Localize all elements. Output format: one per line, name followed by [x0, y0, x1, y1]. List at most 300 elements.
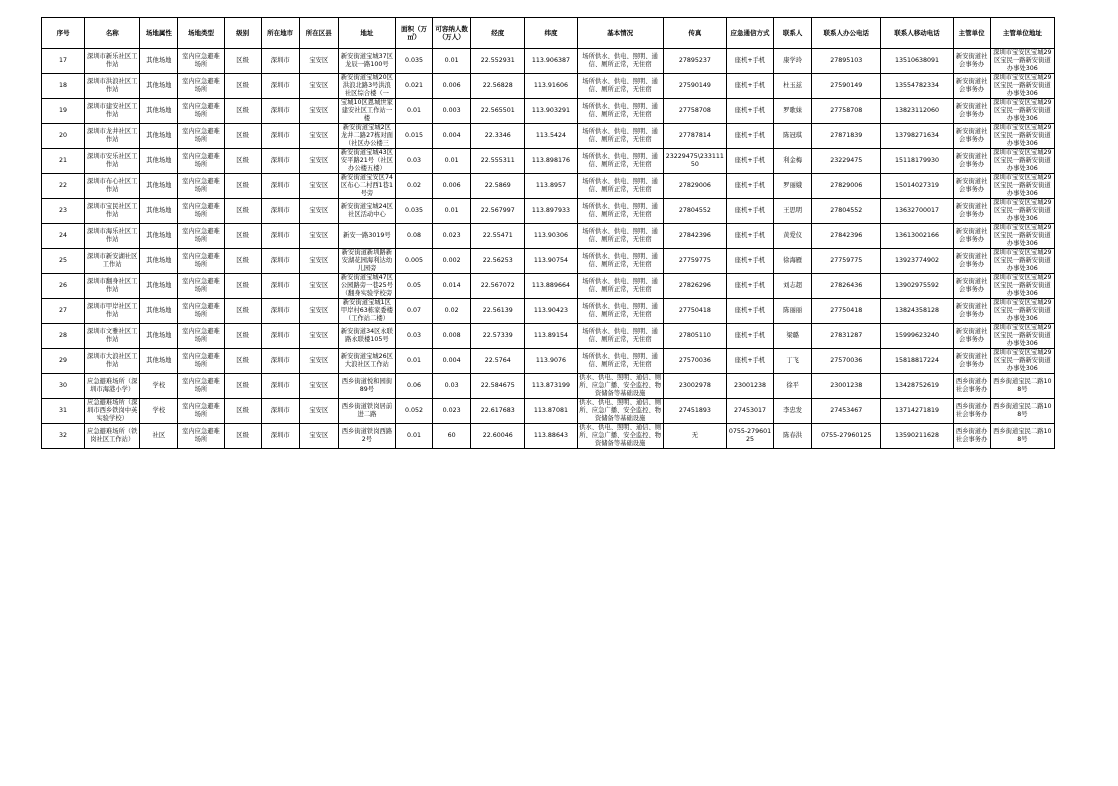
table-cell: 新安街道宝城37区龙辰一路100号: [338, 49, 395, 74]
table-cell: 新安街道新圳路新安湖花园海利达幼儿园旁: [338, 249, 395, 274]
table-cell: 0.08: [396, 224, 433, 249]
table-cell: 27: [42, 299, 85, 324]
table-cell: 座机+手机: [726, 49, 773, 74]
table-cell: 113.889664: [525, 274, 577, 299]
table-cell: 新安街道社会事务办: [953, 349, 990, 374]
table-cell: 场所供水、供电、照明、通信、厕所正常，无住宿: [577, 49, 663, 74]
table-cell: 座机+手机: [726, 199, 773, 224]
table-cell: 0.01: [396, 349, 433, 374]
table-cell: 27895237: [663, 49, 726, 74]
table-cell: 0.035: [396, 49, 433, 74]
column-header: 可容纳人数（万人）: [433, 18, 471, 49]
table-cell: 23229475\23311150: [663, 149, 726, 174]
table-cell: 徐平: [774, 374, 812, 399]
table-cell: 13613002166: [881, 224, 953, 249]
table-cell: 场所供水、供电、照明、通信、厕所正常，无住宿: [577, 299, 663, 324]
table-cell: 27826296: [663, 274, 726, 299]
table-cell: 室内应急避难场所: [178, 49, 224, 74]
table-cell: 0.003: [433, 99, 471, 124]
table-cell: 113.90306: [525, 224, 577, 249]
table-cell: 西乡街道办社会事务办: [953, 374, 990, 399]
table-cell: 深圳市文雅社区工作站: [85, 324, 140, 349]
table-cell: 13428752619: [881, 374, 953, 399]
table-cell: 座机+手机: [726, 224, 773, 249]
table-cell: 室内应急避难场所: [178, 74, 224, 99]
table-cell: 22.584675: [471, 374, 525, 399]
table-cell: 深圳市: [261, 424, 299, 449]
table-cell: 新安街道宝城43区安平路21号（社区办公楼五楼）: [338, 149, 395, 174]
table-cell: 新安街道社会事务办: [953, 249, 990, 274]
table-cell: 宝安区: [299, 249, 338, 274]
table-cell: 室内应急避难场所: [178, 224, 224, 249]
table-cell: 0755-27960125: [812, 424, 881, 449]
table-cell: 深圳市: [261, 274, 299, 299]
table-cell: 其他场地: [140, 49, 178, 74]
table-row: [42, 74, 1055, 99]
table-cell: 深圳市宝安区宝城29区宝民一路新安街道办事处306: [990, 124, 1054, 149]
table-cell: 新安街道社会事务办: [953, 49, 990, 74]
table-cell: 15118179930: [881, 149, 953, 174]
table-cell: 27804552: [663, 199, 726, 224]
table-cell: 徐海雁: [774, 249, 812, 274]
table-cell: 深圳市龙井社区工作站: [85, 124, 140, 149]
table-cell: 区级: [224, 374, 261, 399]
table-cell: 宝安区: [299, 324, 338, 349]
table-cell: 其他场地: [140, 174, 178, 199]
table-cell: 0.008: [433, 324, 471, 349]
table-cell: 22.567997: [471, 199, 525, 224]
table-cell: 场所供水、供电、照明、通信、厕所正常，无住宿: [577, 174, 663, 199]
table-cell: 0.02: [433, 299, 471, 324]
table-cell: 27842396: [812, 224, 881, 249]
column-header: 纬度: [525, 18, 577, 49]
table-cell: 0.07: [396, 299, 433, 324]
table-cell: 深圳市建安社区工作站: [85, 99, 140, 124]
table-row: [42, 99, 1055, 124]
table-row: [42, 224, 1055, 249]
table-cell: 深圳市宝安区宝城29区宝民一路新安街道办事处306: [990, 99, 1054, 124]
table-cell: 场所供水、供电、照明、通信、厕所正常，无住宿: [577, 249, 663, 274]
table-cell: 19: [42, 99, 85, 124]
table-cell: 场所供水、供电、照明、通信、厕所正常，无住宿: [577, 224, 663, 249]
column-header: 基本情况: [577, 18, 663, 49]
table-cell: 深圳市: [261, 224, 299, 249]
table-cell: 0.006: [433, 74, 471, 99]
table-cell: 区级: [224, 74, 261, 99]
table-cell: 0.02: [396, 174, 433, 199]
table-cell: 场所供水、供电、照明、通信、厕所正常，无住宿: [577, 124, 663, 149]
table-cell: 其他场地: [140, 224, 178, 249]
table-cell: 社区: [140, 424, 178, 449]
table-cell: 深圳市: [261, 49, 299, 74]
table-cell: 深圳市宝安区宝城29区宝民一路新安街道办事处306: [990, 199, 1054, 224]
table-cell: 其他场地: [140, 149, 178, 174]
table-cell: 27871839: [812, 124, 881, 149]
table-cell: 15999623240: [881, 324, 953, 349]
table-cell: 新安街道社会事务办: [953, 124, 990, 149]
table-cell: 宝安区: [299, 374, 338, 399]
table-cell: 113.9076: [525, 349, 577, 374]
table-cell: 27590149: [812, 74, 881, 99]
column-header: 联系人移动电话: [881, 18, 953, 49]
table-cell: 无: [663, 424, 726, 449]
table-cell: 宝安区: [299, 124, 338, 149]
table-cell: 深圳市: [261, 249, 299, 274]
table-cell: 18: [42, 74, 85, 99]
table-cell: 座机+手机: [726, 249, 773, 274]
table-cell: 西乡街道铁岗西路2号: [338, 424, 395, 449]
table-cell: 深圳市甲岸社区工作站: [85, 299, 140, 324]
header-row: [42, 18, 1055, 49]
table-cell: 新安街道社会事务办: [953, 224, 990, 249]
table-cell: 其他场地: [140, 74, 178, 99]
table-cell: 座机+手机: [726, 74, 773, 99]
table-row: [42, 174, 1055, 199]
table-cell: 113.91606: [525, 74, 577, 99]
table-cell: 27804552: [812, 199, 881, 224]
table-cell: 康学玲: [774, 49, 812, 74]
table-cell: 22.617683: [471, 399, 525, 424]
table-cell: 深圳市: [261, 99, 299, 124]
table-row: [42, 349, 1055, 374]
table-cell: 22.55471: [471, 224, 525, 249]
table-cell: 室内应急避难场所: [178, 424, 224, 449]
table-cell: 区级: [224, 349, 261, 374]
table-cell: 室内应急避难场所: [178, 174, 224, 199]
table-cell: 学校: [140, 374, 178, 399]
table-cell: 座机+手机: [726, 324, 773, 349]
table-cell: 25: [42, 249, 85, 274]
table-cell: 区级: [224, 199, 261, 224]
table-cell: 室内应急避难场所: [178, 149, 224, 174]
table-cell: 深圳市: [261, 174, 299, 199]
table-cell: 室内应急避难场所: [178, 274, 224, 299]
table-cell: 宝安区: [299, 299, 338, 324]
table-cell: 22.555311: [471, 149, 525, 174]
table-cell: 场所供水、供电、照明、通信、厕所正常，无住宿: [577, 74, 663, 99]
table-cell: 29: [42, 349, 85, 374]
table-cell: 27453017: [726, 399, 773, 424]
table-cell: 0.004: [433, 349, 471, 374]
table-cell: 宝城10区恩城世家建安社区工作站一楼: [338, 99, 395, 124]
table-cell: 0.06: [396, 374, 433, 399]
table-cell: 新安街道社会事务办: [953, 99, 990, 124]
table-cell: 0.014: [433, 274, 471, 299]
table-cell: 场所供水、供电、照明、通信、厕所正常，无住宿: [577, 99, 663, 124]
table-cell: 新安街道社会事务办: [953, 274, 990, 299]
table-cell: 113.898176: [525, 149, 577, 174]
table-cell: 新安街道社会事务办: [953, 149, 990, 174]
table-cell: 27805110: [663, 324, 726, 349]
table-cell: 座机+手机: [726, 349, 773, 374]
table-cell: 0.021: [396, 74, 433, 99]
table-cell: 0.01: [433, 149, 471, 174]
table-cell: 其他场地: [140, 199, 178, 224]
table-cell: 深圳市: [261, 124, 299, 149]
table-cell: 座机+手机: [726, 299, 773, 324]
table-cell: 13590211628: [881, 424, 953, 449]
table-cell: 西乡街道办社会事务办: [953, 399, 990, 424]
table-cell: 深圳市宝安区宝城29区宝民一路新安街道办事处306: [990, 149, 1054, 174]
table-cell: 宝安区: [299, 74, 338, 99]
table-row: [42, 299, 1055, 324]
table-row: [42, 49, 1055, 74]
table-cell: 刘志超: [774, 274, 812, 299]
table-cell: 31: [42, 399, 85, 424]
table-cell: 罗歌妹: [774, 99, 812, 124]
table-cell: 27590149: [663, 74, 726, 99]
column-header: 主管单位: [953, 18, 990, 49]
table-cell: 室内应急避难场所: [178, 124, 224, 149]
table-cell: 罗丽娥: [774, 174, 812, 199]
table-cell: 新安街道社会事务办: [953, 299, 990, 324]
table-cell: 深圳市宝安区宝城29区宝民一路新安街道办事处306: [990, 324, 1054, 349]
table-cell: 26: [42, 274, 85, 299]
table-cell: 13823112060: [881, 99, 953, 124]
table-cell: 深圳市: [261, 399, 299, 424]
table-cell: 室内应急避难场所: [178, 324, 224, 349]
table-cell: 32: [42, 424, 85, 449]
table-cell: 利金梅: [774, 149, 812, 174]
table-cell: 13554782334: [881, 74, 953, 99]
table-cell: 座机+手机: [726, 99, 773, 124]
table-cell: 黄爱仪: [774, 224, 812, 249]
table-cell: 区级: [224, 249, 261, 274]
table-cell: 座机+手机: [726, 149, 773, 174]
table-cell: 区级: [224, 324, 261, 349]
table-cell: 宝安区: [299, 99, 338, 124]
table-cell: 23001238: [726, 374, 773, 399]
table-cell: 13510638091: [881, 49, 953, 74]
table-cell: 新安街道社会事务办: [953, 324, 990, 349]
table-cell: 20: [42, 124, 85, 149]
column-header: 所在区县: [299, 18, 338, 49]
table-cell: 0.03: [433, 374, 471, 399]
table-cell: 深圳市宝安区宝城29区宝民一路新安街道办事处306: [990, 274, 1054, 299]
table-cell: 0.023: [433, 224, 471, 249]
table-cell: 27758708: [663, 99, 726, 124]
table-cell: 27570036: [812, 349, 881, 374]
table-cell: 深圳市: [261, 299, 299, 324]
table-cell: 宝安区: [299, 349, 338, 374]
table-cell: 室内应急避难场所: [178, 199, 224, 224]
table-cell: 27895103: [812, 49, 881, 74]
table-cell: 区级: [224, 224, 261, 249]
table-cell: 0.006: [433, 174, 471, 199]
table-cell: 座机+手机: [726, 174, 773, 199]
table-cell: 0.002: [433, 249, 471, 274]
table-cell: 深圳市布心社区工作站: [85, 174, 140, 199]
table-cell: 应急避难场所（深圳市海港小学）: [85, 374, 140, 399]
table-cell: 区级: [224, 49, 261, 74]
table-cell: 27759775: [812, 249, 881, 274]
table-cell: 0.052: [396, 399, 433, 424]
column-header: 地址: [338, 18, 395, 49]
table-cell: 其他场地: [140, 99, 178, 124]
table-cell: 27787814: [663, 124, 726, 149]
table-cell: 区级: [224, 299, 261, 324]
column-header: 主管单位地址: [990, 18, 1054, 49]
table-cell: 22.565501: [471, 99, 525, 124]
table-cell: 15818817224: [881, 349, 953, 374]
table-cell: 座机+手机: [726, 124, 773, 149]
table-cell: 深圳市安乐社区工作站: [85, 149, 140, 174]
table-cell: 深圳市宝安区宝城29区宝民一路新安街道办事处306: [990, 74, 1054, 99]
table-cell: 0.005: [396, 249, 433, 274]
table-cell: 室内应急避难场所: [178, 399, 224, 424]
table-cell: 宝安区: [299, 49, 338, 74]
table-cell: 22: [42, 174, 85, 199]
table-row: [42, 249, 1055, 274]
table-cell: 其他场地: [140, 274, 178, 299]
table-cell: 30: [42, 374, 85, 399]
table-cell: 0755-27960125: [726, 424, 773, 449]
table-cell: 13923774902: [881, 249, 953, 274]
table-cell: 新安一路3019号: [338, 224, 395, 249]
table-cell: 深圳市新安湖社区工作站: [85, 249, 140, 274]
column-header: 应急通信方式: [726, 18, 773, 49]
table-cell: 座机+手机: [726, 274, 773, 299]
table-cell: 西乡街道铁岗居前进二路: [338, 399, 395, 424]
table-cell: 23002978: [663, 374, 726, 399]
table-cell: 区级: [224, 124, 261, 149]
table-cell: 17: [42, 49, 85, 74]
table-cell: 其他场地: [140, 124, 178, 149]
column-header: 级别: [224, 18, 261, 49]
table-cell: 22.56139: [471, 299, 525, 324]
table-cell: 113.5424: [525, 124, 577, 149]
column-header: 联系人: [774, 18, 812, 49]
table-cell: 27829006: [812, 174, 881, 199]
table-row: [42, 424, 1055, 449]
table-cell: 新安街道社会事务办: [953, 174, 990, 199]
table-cell: 深圳市翻身社区工作站: [85, 274, 140, 299]
table-cell: 室内应急避难场所: [178, 299, 224, 324]
table-cell: 区级: [224, 174, 261, 199]
table-cell: 梁璐: [774, 324, 812, 349]
column-header: 名称: [85, 18, 140, 49]
table-cell: 陈冠琪: [774, 124, 812, 149]
table-cell: 0.004: [433, 124, 471, 149]
table-cell: 27570036: [663, 349, 726, 374]
table-cell: 深圳市宝安区宝城29区宝民一路新安街道办事处306: [990, 249, 1054, 274]
column-header: 面积（万㎡）: [396, 18, 433, 49]
table-row: [42, 324, 1055, 349]
table-cell: 27750418: [812, 299, 881, 324]
table-cell: 丁飞: [774, 349, 812, 374]
table-cell: 应急避难场所（深圳市西乡铁岗中英实验学校）: [85, 399, 140, 424]
table-cell: 新安街道社会事务办: [953, 74, 990, 99]
table-cell: 应急避难场所（铁岗社区工作站）: [85, 424, 140, 449]
table-cell: 区级: [224, 149, 261, 174]
table-cell: 深圳市宝安区宝城29区宝民一路新安街道办事处306: [990, 299, 1054, 324]
table-cell: 场所供水、供电、照明、通信、厕所正常，无住宿: [577, 349, 663, 374]
table-cell: 其他场地: [140, 299, 178, 324]
table-cell: 室内应急避难场所: [178, 349, 224, 374]
table-cell: 113.8957: [525, 174, 577, 199]
table-cell: 宝安区: [299, 199, 338, 224]
table-cell: 新安街道宝城47区公园路旁一巷25号（翻身实验学校旁: [338, 274, 395, 299]
table-cell: 场所供水、供电、照明、通信、厕所正常，无住宿: [577, 324, 663, 349]
table-cell: 深圳市大浪社区工作站: [85, 349, 140, 374]
column-header: 所在地市: [261, 18, 299, 49]
table-cell: 22.57339: [471, 324, 525, 349]
table-cell: 113.873199: [525, 374, 577, 399]
table-cell: 陈春洪: [774, 424, 812, 449]
table-cell: 其他场地: [140, 324, 178, 349]
table-cell: 室内应急避难场所: [178, 374, 224, 399]
table-cell: 区级: [224, 274, 261, 299]
table-cell: 宝安区: [299, 174, 338, 199]
column-header: 场地属性: [140, 18, 178, 49]
table-cell: 场所供水、供电、照明、通信、厕所正常，无住宿: [577, 149, 663, 174]
table-cell: 13824358128: [881, 299, 953, 324]
table-cell: 27826436: [812, 274, 881, 299]
column-header: 场地类型: [178, 18, 224, 49]
table-cell: 0.015: [396, 124, 433, 149]
table-cell: 新安街道宝城26区大浪社区工作站: [338, 349, 395, 374]
table-cell: 场所供水、供电、照明、通信、厕所正常，无住宿: [577, 199, 663, 224]
shelter-table: [41, 17, 1055, 449]
table-cell: 深圳市: [261, 324, 299, 349]
table-cell: 13714271819: [881, 399, 953, 424]
table-cell: 22.552931: [471, 49, 525, 74]
table-cell: 新安街道社会事务办: [953, 199, 990, 224]
table-cell: 24: [42, 224, 85, 249]
column-header: 经度: [471, 18, 525, 49]
table-cell: 13902975592: [881, 274, 953, 299]
table-cell: 杜玉兹: [774, 74, 812, 99]
table-cell: 13632700017: [881, 199, 953, 224]
table-cell: 22.5869: [471, 174, 525, 199]
table-cell: 0.023: [433, 399, 471, 424]
table-row: [42, 399, 1055, 424]
table-cell: 0.01: [396, 424, 433, 449]
table-cell: 供水、供电、照明、通信、厕所、应急广播、安全监控、物资储备等基础设施: [577, 424, 663, 449]
table-cell: 其他场地: [140, 249, 178, 274]
table-cell: 深圳市: [261, 74, 299, 99]
table-cell: 深圳市宝安区宝城29区宝民一路新安街道办事处306: [990, 224, 1054, 249]
table-cell: 60: [433, 424, 471, 449]
table-cell: 西乡街道宝民二路108号: [990, 374, 1054, 399]
table-row: [42, 374, 1055, 399]
table-cell: 28: [42, 324, 85, 349]
column-header: 联系人办公电话: [812, 18, 881, 49]
table-cell: 113.89154: [525, 324, 577, 349]
table-cell: 供水、供电、照明、通信、厕所、应急广播、安全监控、物资储备等基础设施: [577, 374, 663, 399]
table-cell: 宝安区: [299, 274, 338, 299]
table-cell: 区级: [224, 424, 261, 449]
table-cell: 西乡街道悦和园街89号: [338, 374, 395, 399]
table-cell: 新安街道宝安区74区布心二村西1巷1号旁: [338, 174, 395, 199]
table-cell: 113.87081: [525, 399, 577, 424]
table-cell: 宝安区: [299, 399, 338, 424]
table-cell: 113.88643: [525, 424, 577, 449]
table-cell: 27842396: [663, 224, 726, 249]
table-cell: 27451893: [663, 399, 726, 424]
table-cell: 0.01: [433, 199, 471, 224]
table-cell: 宝安区: [299, 424, 338, 449]
table-cell: 0.03: [396, 324, 433, 349]
table-cell: 22.56253: [471, 249, 525, 274]
table-cell: 22.5764: [471, 349, 525, 374]
table-cell: 27831287: [812, 324, 881, 349]
table-cell: 供水、供电、照明、通信、厕所、应急广播、安全监控、物资储备等基础设施: [577, 399, 663, 424]
table-cell: 宝安区: [299, 149, 338, 174]
table-cell: 西乡街道宝民二路108号: [990, 399, 1054, 424]
table-cell: 区级: [224, 99, 261, 124]
table-cell: 0.03: [396, 149, 433, 174]
